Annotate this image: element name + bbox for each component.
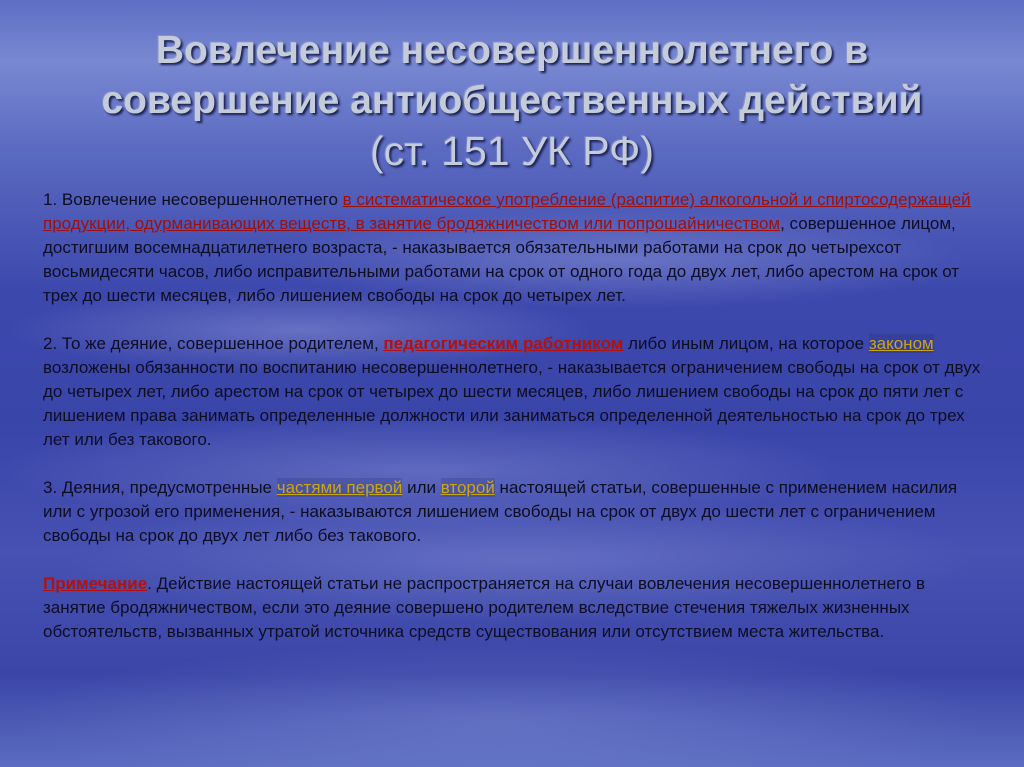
part-2-text-a: либо иным лицом, на которое	[623, 334, 869, 353]
part-one-link[interactable]: частями первой	[276, 478, 403, 497]
part-3-intro: 3. Деяния, предусмотренные	[43, 478, 277, 497]
note-label: Примечание	[43, 574, 148, 593]
part-3-text: настоящей статьи, совершенные с применением насилия или с угрозой его применения, - наказываются лишением свободы на срок от двух до шести лет с ограничением свободы на срок до двух лет либо без такового.	[43, 478, 958, 545]
part-2-highlight: педагогическим работником	[383, 334, 624, 353]
part-1-intro: 1. Вовлечение несовершеннолетнего	[43, 190, 343, 209]
note-text: . Действие настоящей статьи не распространяется на случаи вовлечения несовершеннолетнего в занятие бродяжничеством, если это деяние совершено родителем вследствие стечения тяжелых жизненных обстоятельств, вызванных утратой источника средств существования или отсутствием места жительства.	[43, 574, 926, 641]
part-1-highlight: в систематическое употребление (распитие) алкогольной и спиртосодержащей продукции, одурманивающих веществ, в занятие бродяжничеством или попрошайничеством	[43, 190, 971, 233]
title-line-2: совершение антиобщественных действий	[101, 79, 923, 122]
law-link[interactable]: законом	[868, 334, 934, 353]
slide-body	[43, 188, 983, 668]
paragraph-part-3	[43, 476, 983, 548]
paragraph-part-1	[43, 188, 983, 308]
paragraph-part-2	[43, 332, 983, 452]
slide-title	[20, 26, 1004, 176]
paragraph-note	[43, 572, 983, 644]
part-1-text: , совершенное лицом, достигшим восемнадцатилетнего возраста, - наказывается обязательными работами на срок до четырехсот восьмидесяти часов, либо исправительными работами на срок от одного года до двух лет, либо арестом на срок от трех до шести месяцев, либо лишением свободы на срок до четырех лет.	[43, 214, 960, 305]
part-two-link[interactable]: второй	[440, 478, 495, 497]
title-line-1: Вовлечение несовершеннолетнего в	[155, 29, 869, 72]
title-article-reference: (ст. 151 УК РФ)	[370, 128, 654, 174]
part-2-text-b: возложены обязанности по воспитанию несовершеннолетнего, - наказывается ограничением свободы на срок от двух до четырех лет, либо арестом на срок от четырех до шести месяцев, либо лишением свободы на срок до пяти лет с лишением права занимать определенные должности или заниматься определенной деятельностью на срок до трех лет или без такового.	[43, 358, 981, 449]
part-2-intro: 2. То же деяние, совершенное родителем,	[43, 334, 384, 353]
part-3-conj: или	[402, 478, 441, 497]
